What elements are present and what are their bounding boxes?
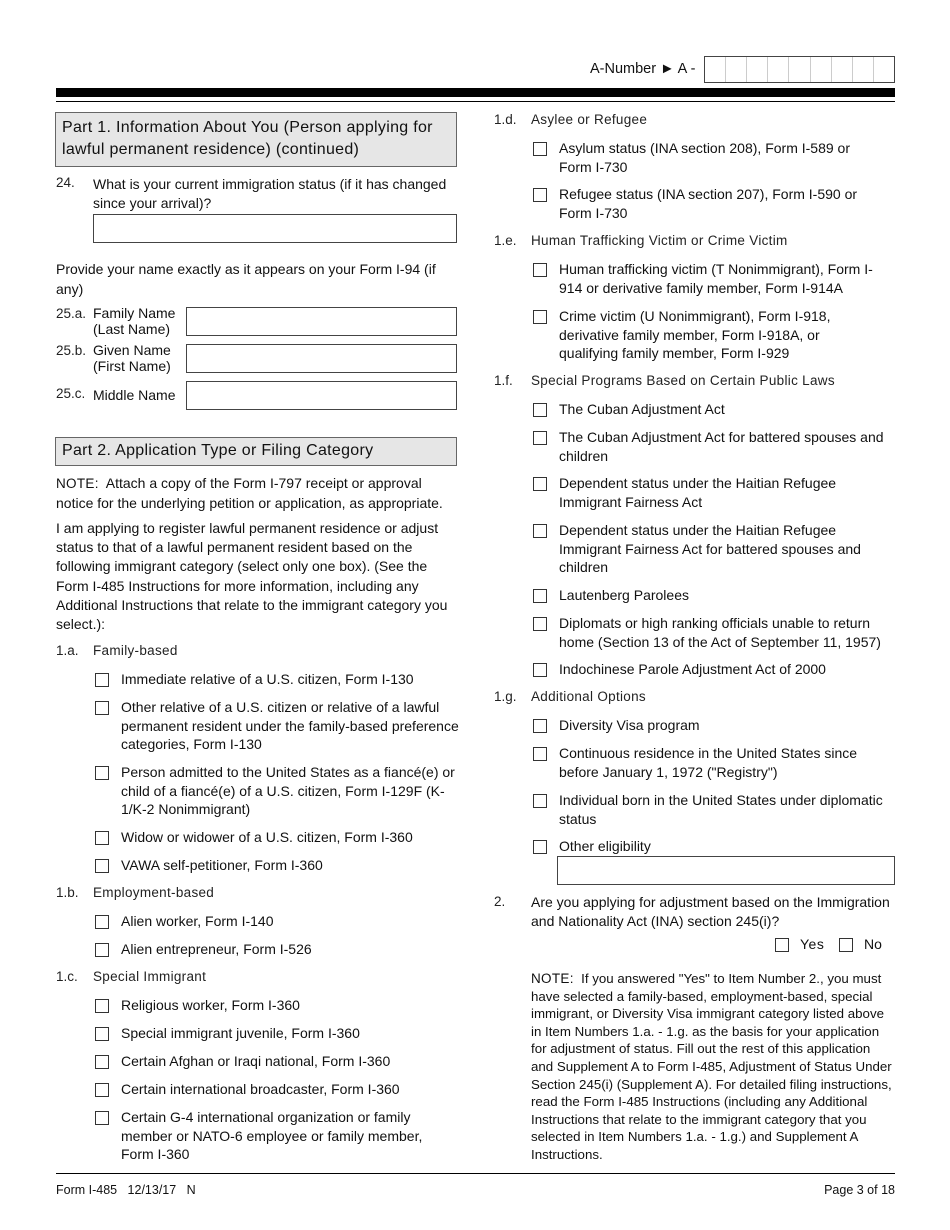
special-option-checkbox-2[interactable] (95, 1027, 109, 1041)
programs-option-5: Lautenberg Parolees (559, 587, 689, 603)
trafficking-label: Human Trafficking Victim or Crime Victim (531, 233, 788, 248)
q2-yes-checkbox[interactable] (775, 938, 789, 952)
special-option-4: Certain international broadcaster, Form I-360 (121, 1081, 400, 1097)
additional-option-2: Continuous residence in the United States since before January 1, 1972 ("Registry") (559, 745, 858, 780)
employment-based-number: 1.b. (56, 885, 79, 900)
given-name-label: Given Name (93, 342, 171, 358)
family-option-checkbox-2[interactable] (95, 701, 109, 715)
family-option-1: Immediate relative of a U.S. citizen, Form I-130 (121, 671, 414, 687)
family-based-number: 1.a. (56, 643, 79, 658)
q2-note-text: If you answered "Yes" to Item Number 2., you must have selected a family-based, employment-based, special immigrant, or Diversity Visa immigrant category listed above in Item Numbers 1.a. - 1.g. as the basis for your application for adjustment of status. Fill out the rest of this application and Supplement A to Form I-485, Adjustment of Status Under Section 245(i) (Supplement A). For detailed filing instructions, read the Form I-485 Instructions (including any Additional Instructions that relate to the immigrant category that you selected in Item Numbers 1.a. - 1.g.) and Supplement A Instructions. (531, 971, 892, 1162)
family-name-input[interactable] (186, 307, 457, 336)
additional-option-checkbox-3[interactable] (533, 794, 547, 808)
family-option-checkbox-1[interactable] (95, 673, 109, 687)
a-number-label: A-Number ► A - (590, 61, 696, 77)
programs-option-checkbox-5[interactable] (533, 589, 547, 603)
additional-option-checkbox-4[interactable] (533, 840, 547, 854)
header-rule-thin (56, 101, 895, 102)
applying-text: I am applying to register lawful permanent residence or adjust status to that of a lawful permanent resident based on the following immigrant category (select only one box). (See the Form I-485 Instructions for more information, including any Additional Instructions that relate to the immigrant category you select.): (56, 520, 448, 633)
q2-note-label: NOTE: (531, 971, 574, 986)
programs-label: Special Programs Based on Certain Public Laws (531, 373, 835, 388)
q2-yes-label: Yes (800, 936, 825, 952)
additional-label: Additional Options (531, 689, 646, 704)
programs-option-2: The Cuban Adjustment Act for battered spouses and children (559, 429, 884, 464)
other-eligibility-input[interactable] (557, 856, 895, 885)
asylee-option-checkbox-2[interactable] (533, 188, 547, 202)
family-name-sublabel: (Last Name) (93, 321, 171, 337)
programs-option-checkbox-2[interactable] (533, 431, 547, 445)
form-id: Form I-485 12/13/17 N (56, 1183, 196, 1197)
additional-option-checkbox-2[interactable] (533, 747, 547, 761)
family-option-5: VAWA self-petitioner, Form I-360 (121, 857, 323, 873)
q25a-number: 25.a. (56, 306, 87, 321)
footer-rule (56, 1173, 895, 1174)
programs-option-checkbox-7[interactable] (533, 663, 547, 677)
part2-note-label: NOTE: (56, 476, 99, 491)
asylee-option-checkbox-1[interactable] (533, 142, 547, 156)
trafficking-option-1: Human trafficking victim (T Nonimmigrant), Form I-914 or derivative family member, Form I-914A (559, 261, 873, 296)
additional-option-1: Diversity Visa program (559, 717, 700, 733)
special-immigrant-number: 1.c. (56, 969, 78, 984)
asylee-number: 1.d. (494, 112, 517, 127)
a-number-field[interactable] (704, 56, 895, 83)
q24-number: 24. (56, 175, 75, 190)
special-option-1: Religious worker, Form I-360 (121, 997, 300, 1013)
q2-note (531, 970, 893, 1164)
programs-option-4: Dependent status under the Haitian Refugee Immigrant Fairness Act for battered spouses and children (559, 522, 861, 575)
special-option-checkbox-5[interactable] (95, 1111, 109, 1125)
programs-option-checkbox-3[interactable] (533, 477, 547, 491)
family-name-label: Family Name (93, 305, 176, 321)
special-option-3: Certain Afghan or Iraqi national, Form I-360 (121, 1053, 391, 1069)
trafficking-number: 1.e. (494, 233, 517, 248)
q2-text: Are you applying for adjustment based on the Immigration and Nationality Act (INA) section 245(i)? (531, 894, 890, 929)
trafficking-option-checkbox-2[interactable] (533, 310, 547, 324)
special-immigrant-label: Special Immigrant (93, 969, 207, 984)
asylee-option-2: Refugee status (INA section 207), Form I-590 or Form I-730 (559, 186, 858, 221)
special-option-5: Certain G-4 international organization or family member or NATO-6 employee or family member, Form I-360 (121, 1109, 423, 1162)
asylee-option-1: Asylum status (INA section 208), Form I-589 or Form I-730 (559, 140, 850, 175)
given-name-input[interactable] (186, 344, 457, 373)
programs-option-3: Dependent status under the Haitian Refugee Immigrant Fairness Act (559, 475, 837, 510)
part2-note-text: Attach a copy of the Form I-797 receipt or approval notice for the underlying petition or application, as appropriate. (56, 475, 443, 511)
family-option-2: Other relative of a U.S. citizen or relative of a lawful permanent resident under the family-based preference categories, Form I-130 (121, 699, 459, 752)
additional-option-3: Individual born in the United States under diplomatic status (559, 792, 883, 827)
family-option-checkbox-3[interactable] (95, 766, 109, 780)
employment-based-label: Employment-based (93, 885, 215, 900)
part2-note (56, 474, 456, 512)
part2-header: Part 2. Application Type or Filing Category (55, 437, 457, 466)
header-rule-thick (56, 88, 895, 97)
immigration-status-input[interactable] (93, 214, 457, 243)
programs-option-checkbox-1[interactable] (533, 403, 547, 417)
page-number: Page 3 of 18 (824, 1183, 895, 1197)
family-option-4: Widow or widower of a U.S. citizen, Form I-360 (121, 829, 413, 845)
employment-option-checkbox-2[interactable] (95, 943, 109, 957)
q2-number: 2. (494, 894, 506, 909)
q2-no-label: No (864, 936, 882, 952)
given-name-sublabel: (First Name) (93, 358, 171, 374)
family-based-label: Family-based (93, 643, 178, 658)
family-option-3: Person admitted to the United States as a fiancé(e) or child of a fiancé(e) of a U.S. citizen, Form I-129F (K-1/K-2 Nonimmigrant) (121, 764, 455, 817)
programs-option-checkbox-4[interactable] (533, 524, 547, 538)
asylee-label: Asylee or Refugee (531, 112, 648, 127)
q24-text: What is your current immigration status (if it has changed since your arrival)? (93, 176, 447, 211)
employment-option-1: Alien worker, Form I-140 (121, 913, 274, 929)
q25b-number: 25.b. (56, 343, 87, 358)
family-option-checkbox-4[interactable] (95, 831, 109, 845)
programs-option-6: Diplomats or high ranking officials unable to return home (Section 13 of the Act of September 11, 1957) (559, 615, 881, 650)
programs-number: 1.f. (494, 373, 513, 388)
programs-option-checkbox-6[interactable] (533, 617, 547, 631)
family-option-checkbox-5[interactable] (95, 859, 109, 873)
part1-header: Part 1. Information About You (Person applying for lawful permanent residence) (continued) (55, 112, 457, 167)
special-option-checkbox-3[interactable] (95, 1055, 109, 1069)
programs-option-7: Indochinese Parole Adjustment Act of 2000 (559, 661, 826, 677)
employment-option-checkbox-1[interactable] (95, 915, 109, 929)
additional-option-checkbox-1[interactable] (533, 719, 547, 733)
special-option-checkbox-1[interactable] (95, 999, 109, 1013)
special-option-2: Special immigrant juvenile, Form I-360 (121, 1025, 360, 1041)
q2-no-checkbox[interactable] (839, 938, 853, 952)
i94-intro: Provide your name exactly as it appears on your Form I-94 (if any) (56, 261, 436, 297)
trafficking-option-2: Crime victim (U Nonimmigrant), Form I-918, derivative family member, Form I-918A, or qualifying family member, Form I-929 (559, 308, 831, 361)
q25c-number: 25.c. (56, 386, 86, 401)
special-option-checkbox-4[interactable] (95, 1083, 109, 1097)
additional-number: 1.g. (494, 689, 517, 704)
employment-option-2: Alien entrepreneur, Form I-526 (121, 941, 312, 957)
middle-name-input[interactable] (186, 381, 457, 410)
additional-option-4: Other eligibility (559, 838, 651, 854)
trafficking-option-checkbox-1[interactable] (533, 263, 547, 277)
middle-name-label: Middle Name (93, 387, 176, 403)
programs-option-1: The Cuban Adjustment Act (559, 401, 725, 417)
